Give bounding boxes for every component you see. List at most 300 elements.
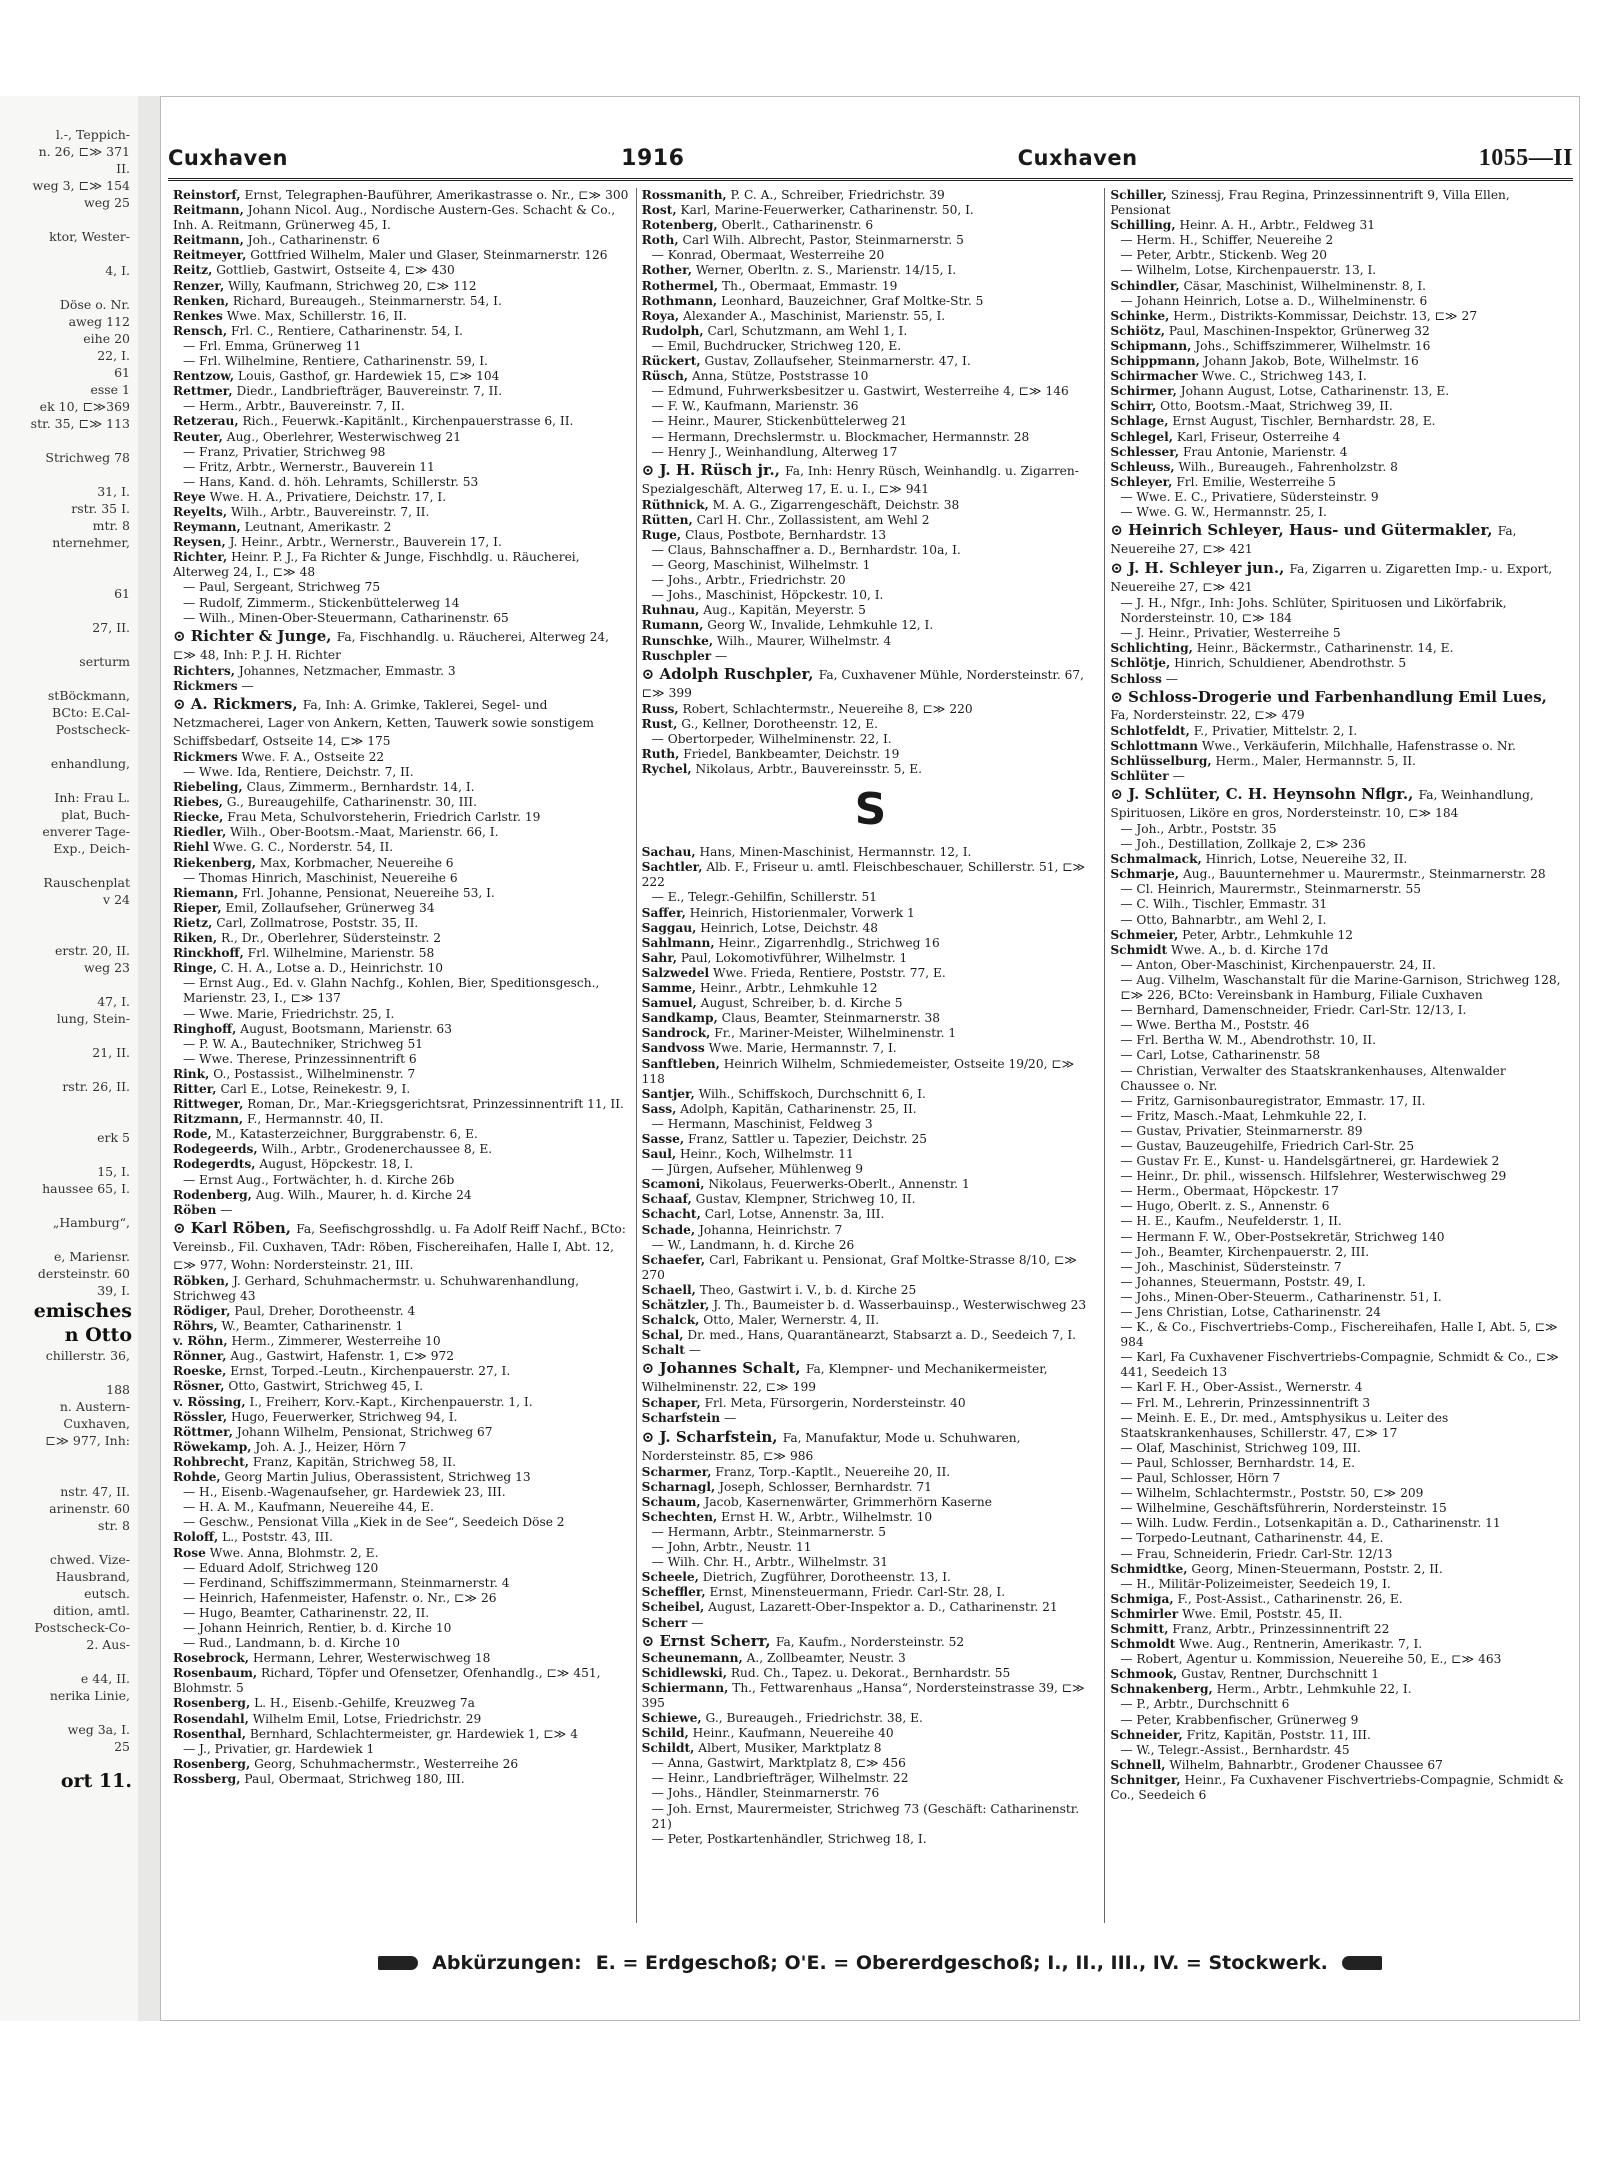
entry-details: Claus, Zimmerm., Bernhardstr. 14, I.: [246, 780, 475, 795]
directory-entry: [642, 1102, 1100, 1117]
directory-entry: [642, 1832, 1100, 1847]
entry-details: P. C. A., Schreiber, Friedrichstr. 39: [730, 188, 945, 202]
entry-details: Cäsar, Maschinist, Wilhelminenstr. 8, I.: [1183, 278, 1427, 293]
entry-details: F., Post-Assist., Catharinenstr. 26, E.: [1177, 1591, 1403, 1606]
surname: Sandkamp,: [641, 1011, 718, 1026]
surname: Rotenberg,: [641, 218, 718, 233]
fragment-line: [0, 738, 138, 755]
entry-details: — Anna, Gastwirt, Marktplatz 8, ⊏≫ 456: [651, 1756, 906, 1771]
fragment-line: [0, 1027, 138, 1044]
surname: Ritzmann,: [173, 1112, 244, 1127]
directory-entry: [1110, 1743, 1568, 1758]
entry-details: — Heinr., Dr. phil., wissensch. Hilfslehrer, Westerwischweg 29: [1120, 1169, 1507, 1184]
entry-details: — Geschw., Pensionat Villa „Kiek in de See“, Seedeich Döse 2: [183, 1515, 565, 1530]
surname: Rietz,: [173, 915, 213, 930]
entry-details: Nikolaus, Feuerwerks-Oberlt., Annenstr. 1: [708, 1177, 970, 1192]
surname: Rose: [173, 1545, 206, 1560]
entry-details: — J., Privatier, gr. Hardewiek 1: [183, 1741, 375, 1756]
surname: Schleyer,: [1110, 474, 1173, 489]
entry-details: — P. W. A., Bautechniker, Strichweg 51: [183, 1036, 424, 1051]
directory-entry: [642, 1480, 1100, 1495]
surname: Schinke,: [1110, 308, 1170, 323]
directory-entry: [642, 981, 1100, 996]
directory-entry: [1110, 626, 1568, 641]
surname: Schalt: [641, 1343, 685, 1358]
fragment-line: eutsch.: [84, 1586, 130, 1601]
entry-details: Wwe. Emil, Poststr. 45, II.: [1182, 1606, 1343, 1621]
fragment-line: 4, I.: [105, 263, 130, 278]
surname: Schlottmann: [1110, 738, 1198, 753]
fragment-line: dition, amtl.: [53, 1603, 130, 1618]
entry-details: Wwe. H. A., Privatiere, Deichstr. 17, I.: [209, 489, 447, 504]
directory-entry: [642, 747, 1100, 762]
fragment-line: plat, Buch-: [61, 807, 130, 822]
entry-details: Gustav, Rentner, Durchschnitt 1: [1181, 1667, 1379, 1682]
directory-entry: [642, 1192, 1100, 1207]
entry-details: — Fritz, Arbtr., Wernerstr., Bauverein 11: [183, 459, 435, 474]
directory-entry: [173, 1304, 631, 1319]
fragment-line: Cuxhaven,: [63, 1416, 130, 1431]
surname: Schmidt: [1110, 942, 1168, 957]
surname: Schmalmack,: [1110, 852, 1202, 867]
fragment-line: weg 3a, I.: [67, 1722, 130, 1737]
directory-entry: [173, 1364, 631, 1379]
directory-entry: [642, 1026, 1100, 1041]
entry-details: Carl, Lotse, Annenstr. 3a, III.: [704, 1207, 885, 1222]
directory-entry: [173, 1606, 631, 1621]
entry-details: — Claus, Bahnschaffner a. D., Bernhardstr. 10a, I.: [651, 542, 961, 557]
surname: Rieper,: [173, 900, 222, 915]
surname: Schaum,: [641, 1494, 701, 1509]
surname: Schilling,: [1110, 218, 1176, 233]
directory-entry: [1110, 505, 1568, 520]
entry-details: Heinr., Kaufmann, Neuereihe 40: [692, 1726, 894, 1741]
entry-details: Wwe. F. A., Ostseite 22: [241, 749, 385, 764]
fragment-line: nternehmer,: [52, 535, 130, 550]
entry-details: — P., Arbtr., Durchschnitt 6: [1120, 1697, 1290, 1712]
directory-entry: [1110, 399, 1568, 414]
directory-entry: [173, 1546, 631, 1561]
entry-details: — Fritz, Garnisonbauregistrator, Emmastr. 17, II.: [1120, 1093, 1426, 1108]
surname: Schiewe,: [641, 1710, 702, 1725]
surname: Riebes,: [173, 795, 223, 810]
directory-entry: [173, 1696, 631, 1711]
entry-details: Wilh., Schiffskoch, Durchschnitt 6, I.: [698, 1086, 926, 1101]
surname: Rütten,: [641, 512, 693, 527]
fragment-line: 22, I.: [97, 348, 130, 363]
directory-entry: [173, 1127, 631, 1142]
surname: Renken,: [173, 293, 230, 308]
directory-entry: [642, 414, 1100, 429]
entry-details: — Jens Christian, Lotse, Catharinenstr. 24: [1120, 1305, 1381, 1319]
directory-entry: [1110, 414, 1568, 429]
entry-details: Hinrich, Schuldiener, Abendrothstr. 5: [1174, 656, 1407, 671]
entry-details: Joseph, Schlosser, Bernhardstr. 71: [719, 1479, 932, 1494]
entry-details: — Anton, Ober-Maschinist, Kirchenpauerstr. 24, II.: [1120, 957, 1436, 972]
entry-details: Wwe. Frieda, Rentiere, Poststr. 77, E.: [712, 965, 946, 980]
directory-entry: [642, 1057, 1100, 1087]
entry-details: — Wilh. Ludw. Ferdin., Lotsenkapitän a. D., Catharinenstr. 11: [1120, 1516, 1501, 1531]
directory-entry: [173, 1203, 631, 1218]
entry-details: — Ernst Aug., Fortwächter, h. d. Kirche 26b: [183, 1172, 455, 1187]
directory-entry: [642, 717, 1100, 732]
entry-details: J. Th., Baumeister b. d. Wasserbauinsp., Westerwischweg 23: [713, 1298, 1087, 1312]
entry-details: — Ernst Aug., Ed. v. Glahn Nachfg., Kohlen, Bier, Speditionsgesch., Marienstr. 23, I., ⊏≫ 137: [183, 976, 600, 1006]
directory-entry: [173, 664, 631, 679]
directory-entry: [642, 996, 1100, 1011]
directory-entry: [173, 1425, 631, 1440]
entry-details: Karl, Marine-Feuerwerker, Catharinenstr. 50, I.: [680, 203, 974, 218]
surname: Schloss: [1110, 671, 1162, 686]
entry-details: —: [1165, 671, 1178, 686]
surname: Reysen,: [173, 535, 226, 550]
fragment-line: [0, 670, 138, 687]
entry-details: — Johann Heinrich, Lotse a. D., Wilhelminenstr. 6: [1120, 293, 1428, 308]
fragment-line: n. 26, ⊏≫ 371: [38, 144, 130, 159]
surname: Schacht,: [641, 1207, 701, 1222]
entry-details: — Johs., Maschinist, Höpckestr. 10, I.: [651, 588, 884, 603]
firm-name: ⊙ Richter & Junge,: [173, 626, 332, 645]
fragment-line: ek 10, ⊏≫369: [39, 399, 130, 414]
directory-entry: [173, 188, 631, 203]
directory-entry: [173, 369, 631, 384]
directory-columns: [168, 188, 1573, 1923]
entry-details: G., Bureaugeh., Friedrichstr. 38, E.: [705, 1710, 923, 1725]
surname: Rosenthal,: [173, 1726, 246, 1741]
directory-entry: [173, 309, 631, 324]
directory-entry: [1110, 1773, 1568, 1803]
directory-entry: [173, 765, 631, 780]
entry-details: Albert, Musiker, Marktplatz 8: [698, 1741, 882, 1756]
entry-details: — Franz, Privatier, Strichweg 98: [183, 444, 386, 459]
fragment-line: e 44, II.: [80, 1671, 130, 1686]
directory-entry: [642, 1465, 1100, 1480]
directory-entry: [1110, 596, 1568, 626]
directory-entry: [642, 218, 1100, 233]
directory-entry: [173, 795, 631, 810]
surname: Runschke,: [641, 633, 714, 648]
surname: Rossberg,: [173, 1771, 241, 1786]
entry-details: — Carl, Lotse, Catharinenstr. 58: [1120, 1048, 1321, 1063]
surname: Sass,: [641, 1101, 677, 1116]
directory-entry: [642, 384, 1100, 399]
directory-entry: [642, 1711, 1100, 1726]
fragment-line: [0, 636, 138, 653]
directory-entry: [173, 354, 631, 369]
entry-details: — Wwe. Bertha M., Poststr. 46: [1120, 1018, 1310, 1033]
directory-entry: [1110, 1033, 1568, 1048]
entry-details: Paul, Dreher, Dorotheenstr. 4: [234, 1304, 416, 1318]
entry-details: Georg, Schuhmachermstr., Westerreihe 26: [254, 1756, 519, 1771]
entry-details: Johannes, Netzmacher, Emmastr. 3: [238, 663, 456, 678]
directory-entry: [1110, 1124, 1568, 1139]
entry-details: —: [723, 1411, 737, 1426]
directory-entry: [173, 1561, 631, 1576]
directory-entry: [173, 399, 631, 414]
entry-details: — Frl. Emma, Grünerweg 11: [183, 338, 362, 353]
directory-entry: [1110, 309, 1568, 324]
surname: Reitmann,: [173, 233, 244, 248]
entry-details: Heinr., Zigarrenhdlg., Strichweg 16: [718, 935, 940, 950]
surname: Schiller,: [1110, 188, 1167, 202]
directory-entry: [173, 1576, 631, 1591]
fragment-line: „Hamburg“,: [52, 1215, 130, 1230]
page-number: 1055—II: [1478, 144, 1573, 171]
directory-entry: [1110, 1713, 1568, 1728]
entry-details: Leonhard, Bauzeichner, Graf Moltke-Str. 5: [721, 293, 984, 308]
directory-entry: [173, 1742, 631, 1757]
directory-entry: [1110, 1531, 1568, 1546]
surname: Rohbrecht,: [173, 1454, 249, 1469]
directory-entry: [642, 513, 1100, 528]
directory-entry: [1110, 958, 1568, 973]
entry-details: Aug. Wilh., Maurer, h. d. Kirche 24: [255, 1187, 472, 1202]
entry-details: — Hermann, Arbtr., Steinmarnerstr. 5: [651, 1524, 886, 1539]
surname: Rödiger,: [173, 1304, 231, 1318]
entry-details: — Johannes, Steuermann, Poststr. 49, I.: [1120, 1274, 1366, 1289]
entry-details: — Thomas Hinrich, Maschinist, Neuereihe 6: [183, 870, 458, 885]
surname: Rickmers: [173, 678, 238, 693]
abbreviations-text: E. = Erdgeschoß; O'E. = Obererdgeschoß; I., II., III., IV. = Stockwerk.: [595, 1952, 1328, 1974]
entry-details: Fa, Cuxhavener Mühle, Nordersteinstr. 67, ⊏≫ 399: [641, 667, 1085, 700]
directory-entry: [642, 1570, 1100, 1585]
directory-entry: [642, 1177, 1100, 1192]
entry-details: Wilh., Arbtr., Bauvereinstr. 7, II.: [230, 504, 430, 519]
surname: Rink,: [173, 1066, 210, 1081]
surname: Schlage,: [1110, 414, 1169, 429]
directory-entry: [1110, 641, 1568, 656]
entry-details: Max, Korbmacher, Neuereihe 6: [259, 855, 454, 870]
entry-details: — E., Telegr.-Gehilfin, Schillerstr. 51: [651, 890, 878, 905]
entry-details: Wwe. Marie, Hermannstr. 7, I.: [708, 1041, 897, 1056]
entry-details: Theo, Gastwirt i. V., b. d. Kirche 25: [699, 1282, 917, 1297]
directory-entry: [642, 445, 1100, 460]
pointing-hand-icon: [1342, 1956, 1382, 1970]
directory-entry: [1110, 339, 1568, 354]
entry-details: Szinessj, Frau Regina, Prinzessinnentrift 9, Villa Ellen, Pensionat: [1110, 188, 1510, 218]
surname: Rensch,: [173, 323, 228, 338]
fragment-line: aweg 112: [68, 314, 130, 329]
fragment-line: [0, 1061, 138, 1078]
surname: Schechten,: [641, 1509, 718, 1524]
surname: Schaefer,: [641, 1252, 706, 1267]
entry-details: Fa, Seefischgrosshdlg. u. Fa Adolf Reiff Nachf., BCto: Vereinsb., Fil. Cuxhaven, TAdr: Röben, Fischereihafen, Halle I, Abt. 12, ⊏≫ 977, Wohn: Nordersteinstr. 21, III.: [173, 1221, 626, 1272]
directory-entry: [642, 1328, 1100, 1343]
directory-entry: [173, 1379, 631, 1394]
surname: Ruge,: [641, 527, 682, 542]
pointing-hand-icon: [378, 1956, 418, 1970]
fragment-line: [0, 976, 138, 993]
surname: Sasse,: [641, 1131, 685, 1146]
surname: Scheele,: [641, 1570, 699, 1585]
surname: Reitmann,: [173, 203, 244, 218]
directory-entry: [173, 810, 631, 825]
entry-details: Paul, Lokomotivführer, Wilhelmstr. 1: [680, 950, 908, 965]
entry-details: Frl. Wilhelmine, Marienstr. 58: [247, 946, 435, 961]
directory-entry: [173, 490, 631, 505]
surname: Schmoldt: [1110, 1637, 1176, 1652]
fragment-line: l.-, Teppich-: [55, 127, 130, 142]
surname: Rössler,: [173, 1409, 228, 1424]
entry-details: — W., Telegr.-Assist., Bernhardstr. 45: [1120, 1742, 1350, 1757]
entry-details: Claus, Postbote, Bernhardstr. 13: [685, 527, 887, 542]
entry-details: Aug., Kapitän, Meyerstr. 5: [703, 603, 866, 618]
fragment-line: 27, II.: [92, 620, 130, 635]
directory-entry: [1110, 233, 1568, 248]
directory-entry: [1110, 1592, 1568, 1607]
surname: Riken,: [173, 931, 218, 946]
directory-entry: [642, 951, 1100, 966]
directory-entry: [1110, 560, 1568, 596]
fragment-line: [0, 1534, 138, 1551]
entry-details: Johann Jakob, Bote, Wilhelmstr. 16: [1203, 354, 1419, 369]
surname: Ringhoff,: [173, 1021, 237, 1036]
surname: Reyelts,: [173, 504, 228, 519]
fragment-line: Strichweg 78: [45, 450, 130, 465]
directory-entry: [173, 780, 631, 795]
surname: Rüthnick,: [641, 497, 709, 512]
entry-details: — Frl. M., Lehrerin, Prinzessinnentrift 3: [1120, 1395, 1371, 1410]
entry-details: C. H. A., Lotse a. D., Heinrichstr. 10: [221, 961, 443, 976]
entry-details: — Rudolf, Zimmerm., Stickenbüttelerweg 14: [183, 595, 460, 610]
entry-details: Th., Fettwarenhaus „Hansa“, Nordersteinstrasse 39, ⊏≫ 395: [641, 1680, 1085, 1710]
entry-details: Johanna, Heinrichstr. 7: [699, 1222, 843, 1237]
entry-details: Fa, Kaufm., Nordersteinstr. 52: [775, 1634, 965, 1649]
entry-details: Ernst, Minensteuermann, Friedr. Carl-Str. 28, I.: [709, 1585, 1006, 1600]
surname: Roya,: [641, 308, 680, 323]
directory-entry: [642, 1540, 1100, 1555]
surname: Schlichting,: [1110, 641, 1193, 656]
entry-details: Leutnant, Amerikastr. 2: [244, 520, 392, 535]
directory-entry: [173, 1052, 631, 1067]
directory-entry: [1110, 786, 1568, 822]
directory-entry: [1110, 754, 1568, 769]
entry-details: Carl H. Chr., Zollassistent, am Wehl 2: [696, 512, 930, 527]
surname: Schmidtke,: [1110, 1561, 1188, 1576]
surname: Rüsch,: [641, 369, 689, 384]
surname: Sandrock,: [641, 1026, 711, 1041]
fragment-line: lung, Stein-: [56, 1011, 130, 1026]
surname: Schaaf,: [641, 1192, 692, 1207]
firm-name: ⊙ A. Rickmers,: [173, 694, 298, 713]
surname: Reinstorf,: [173, 188, 241, 202]
surname: Rösner,: [173, 1379, 225, 1394]
surname: Rosenberg,: [173, 1756, 251, 1771]
surname: Ruhnau,: [641, 603, 700, 618]
entry-details: J. Gerhard, Schuhmachermstr. u. Schuhwarenhandlung, Strichweg 43: [173, 1273, 580, 1303]
fragment-line: e, Mariensr.: [53, 1249, 130, 1264]
directory-entry: [1110, 1577, 1568, 1592]
directory-entry: [642, 1360, 1100, 1396]
entry-details: Georg, Minen-Steuermann, Poststr. 2, II.: [1191, 1561, 1443, 1576]
directory-entry: [642, 890, 1100, 905]
surname: Rodegerdts,: [173, 1157, 256, 1172]
directory-entry: [173, 1530, 631, 1545]
entry-details: Frl. C., Rentiere, Catharinenstr. 54, I.: [231, 323, 464, 338]
directory-entry: [173, 1319, 631, 1334]
directory-entry: [1110, 263, 1568, 278]
directory-entry: [173, 1188, 631, 1203]
entry-details: — Jürgen, Aufseher, Mühlenweg 9: [651, 1162, 864, 1177]
surname: Schnitger,: [1110, 1772, 1181, 1787]
entry-details: — H. A. M., Kaufmann, Neuereihe 44, E.: [183, 1500, 434, 1515]
entry-details: Johs., Schiffszimmerer, Wilhelmstr. 16: [1195, 338, 1431, 353]
fragment-line: n. Austern-: [59, 1399, 130, 1414]
entry-details: — Hans, Kand. d. höh. Lehramts, Schillerstr. 53: [183, 474, 479, 489]
directory-entry: [173, 233, 631, 248]
directory-entry: [642, 294, 1100, 309]
directory-entry: [173, 1500, 631, 1515]
entry-details: Wilhelm, Bahnarbtr., Grodener Chaussee 67: [1169, 1757, 1443, 1772]
surname: Schlegel,: [1110, 429, 1173, 444]
directory-entry: [642, 921, 1100, 936]
entry-details: — Herm., Arbtr., Bauvereinstr. 7, II.: [183, 399, 405, 414]
fragment-line: emisches: [33, 1300, 132, 1322]
fragment-line: serturm: [79, 654, 130, 669]
directory-entry: [642, 732, 1100, 747]
directory-entry: [1110, 769, 1568, 784]
surname: Röttmer,: [173, 1424, 233, 1439]
surname: Roloff,: [173, 1530, 219, 1545]
entry-details: Herm., Arbtr., Lehmkuhle 22, I.: [1216, 1682, 1412, 1697]
header-year: 1916: [621, 145, 685, 171]
surname: Riedler,: [173, 825, 227, 840]
entry-details: —: [220, 1202, 233, 1217]
entry-details: M., Katasterzeichner, Burggrabenstr. 6, E.: [215, 1127, 478, 1142]
fragment-line: 25: [114, 1739, 130, 1754]
entry-details: Dietrich, Zugführer, Dorotheenstr. 13, I.: [702, 1570, 951, 1585]
directory-entry: [1110, 522, 1568, 558]
entry-details: Fa, Inh: Henry Rüsch, Weinhandlg. u. Zigarren-Spezialgeschäft, Alterweg 17, E. u. I., ⊏≫ 941: [641, 463, 1079, 496]
directory-entry: [173, 294, 631, 309]
entry-details: — Joh., Beamter, Kirchenpauerstr. 2, III.: [1120, 1244, 1370, 1259]
fragment-line: 39, I.: [97, 1283, 130, 1298]
directory-entry: [642, 188, 1100, 203]
directory-entry: [173, 1515, 631, 1530]
directory-entry: [1110, 1501, 1568, 1516]
entry-details: Heinrich, Lotse, Deichstr. 48: [700, 920, 879, 935]
directory-entry: [1110, 1456, 1568, 1471]
directory-entry: [1110, 1230, 1568, 1245]
entry-details: Carl, Zollmatrose, Poststr. 35, II.: [216, 915, 419, 930]
entry-details: Wilhelm Emil, Lotse, Friedrichstr. 29: [252, 1711, 482, 1726]
entry-details: — Henry J., Weinhandlung, Alterweg 17: [651, 444, 898, 459]
entry-details: — W., Landmann, h. d. Kirche 26: [651, 1237, 855, 1252]
entry-details: G., Kellner, Dorotheenstr. 12, E.: [681, 716, 878, 731]
entry-details: Wilh., Maurer, Wilhelmstr. 4: [716, 633, 892, 648]
entry-details: Adolph, Kapitän, Catharinenstr. 25, II.: [680, 1101, 917, 1116]
surname: Rodenberg,: [173, 1187, 252, 1202]
directory-entry: [642, 528, 1100, 543]
entry-details: — Joh., Maschinist, Südersteinstr. 7: [1120, 1259, 1342, 1274]
entry-details: —: [688, 1343, 701, 1358]
directory-entry: [173, 1112, 631, 1127]
entry-details: Heinr., Arbtr., Lehmkuhle 12: [700, 981, 878, 996]
directory-entry: [1110, 445, 1568, 460]
surname: Saggau,: [641, 920, 697, 935]
directory-entry: [173, 1727, 631, 1742]
surname: Rossmanith,: [641, 188, 727, 202]
surname: Rosenbaum,: [173, 1666, 258, 1681]
directory-entry: [642, 430, 1100, 445]
directory-entry: [642, 1651, 1100, 1666]
directory-entry: [173, 1142, 631, 1157]
directory-entry: [173, 946, 631, 961]
firm-name: ⊙ J. H. Schleyer jun.,: [1110, 559, 1285, 578]
entry-details: G., Bureaugehilfe, Catharinenstr. 30, III.: [226, 795, 477, 810]
directory-entry: [1110, 739, 1568, 754]
entry-details: Wilh., Arbtr., Grodenerchaussee 8, E.: [261, 1142, 493, 1157]
